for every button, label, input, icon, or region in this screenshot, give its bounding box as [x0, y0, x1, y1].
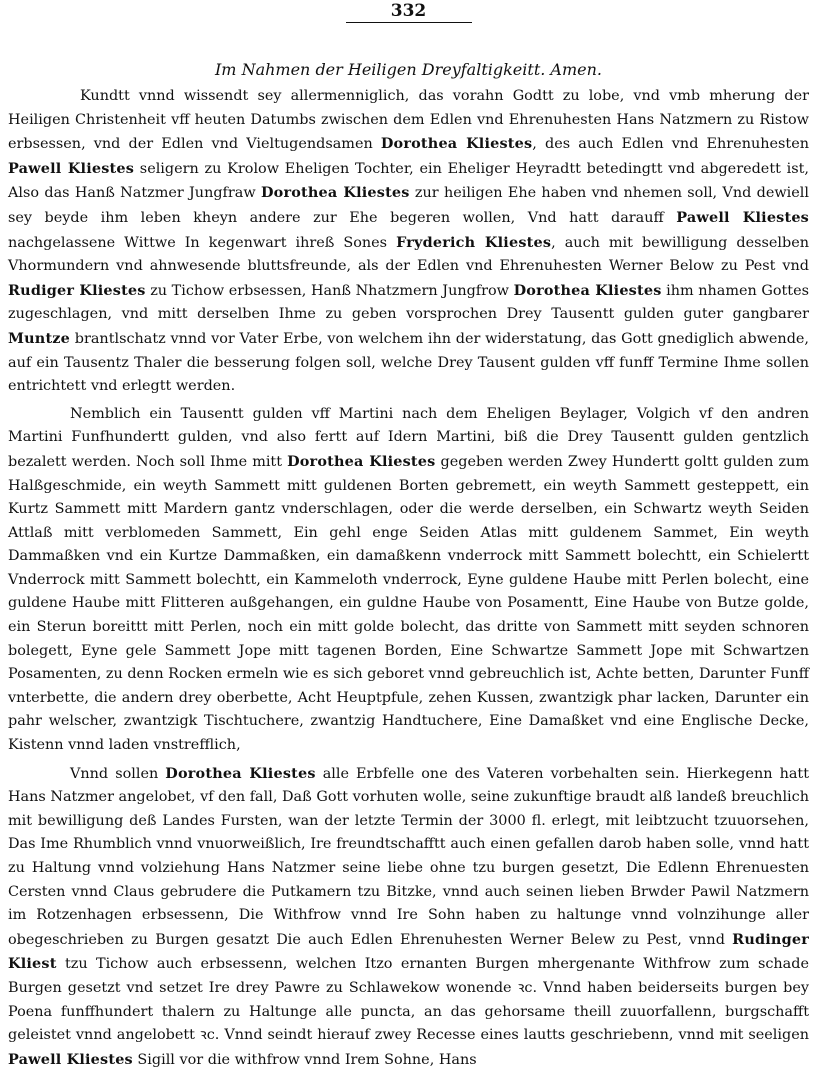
text-run: gegeben werden Zwey Hundertt goltt gulden zum Halßgeschmide, ein weyth Sammett mitt guldenen Borten gebremett, ein weyth Sammett gesteppett, ein Kurtz Sammett mitt Mardern gantz vnderschlagen, oder die werde derselben, ein Schwartz weyth Seiden Attlaß mitt verblomeden Sammett, Ein gehl enge Seiden Atlas mitt guldenem Sammet, Ein weyth Dammaßken vnd ein Kurtze Dammaßken, ein damaßkenn vnderrock mitt Sammett bolechtt, ein Schielertt Vnderrock mitt Sammett bolechtt, ein Kammeloth vnderrock, Eyne guldene Haube mitt Perlen bolecht, eine guldene Haube mitt Flitteren außgehangen, ein guldne Haube von Posamentt, Eine Haube von Butze golde, ein Sterun boreittt mitt Perlen, noch ein mitt golde bolecht, das dritte von Sammett mitt seyden schnoren bolegett, Eyne gele Sammett Jope mitt tagenen Borden, Eine Schwartze Sammett Jope mit Schwartzen Posamenten, zu denn Rocken ermeln wie es sich geboret vnnd gebreuchlich ist, Achte betten, Darunter Funff vnterbette, die andern drey oberbette, Acht Heuptpfule, zehen Kussen, zwantzigk phar lacken, Darunter ein pahr welscher, zwantzigk Tischtuchere, zwantzig Handtuchere, Eine Damaßket vnd eine Englische Decke, Kistenn vnnd laden vnstrefflich,	[8, 453, 809, 754]
text-run: , des auch Edlen vnd Ehrenuhesten	[532, 136, 809, 153]
paragraph-1	[8, 85, 809, 399]
document-heading: Im Nahmen der Heiligen Dreyfaltigkeitt. Amen.	[214, 60, 603, 79]
person-name: Dorothea Kliestes	[513, 281, 662, 299]
person-name: Pawell Kliestes	[8, 159, 135, 177]
text-run: nachgelassene Wittwe In kegenwart ihreß Sones	[8, 234, 397, 251]
page-number: 332	[390, 1, 427, 21]
person-name: Rudinger Kliest	[8, 930, 809, 973]
person-name: Rudiger Kliestes	[8, 281, 146, 299]
text-run: Nemblich ein Tausentt gulden vff Martini nach dem Eheligen Beylager, Volgich vf den andren Martini Funfhundertt gulden, vnd also fertt auf Idern Martini, biß die Drey Tausentt gulden gentzlich bezalett werden. Noch soll Ihme mitt	[8, 405, 809, 470]
paragraph-3	[8, 762, 809, 1072]
person-name: Dorothea Kliestes	[287, 452, 436, 470]
text-run: brantlschatz vnnd vor Vater Erbe, von welchem ihn der widerstatung, das Gott gnediglich abwende, auf ein Tausentz Thaler die besserung folgen soll, welche Drey Tausent gulden vff funff Termine Ihme sollen entrichtett vnd erlegtt werden.	[8, 330, 809, 395]
document-page	[8, 0, 809, 1068]
text-run: ihm nhamen Gottes zugeschlagen, vnd mitt derselben Ihme zu geben vorsprochen Drey Tausentt gulden guter gangbarer	[8, 282, 809, 323]
text-run: zu Tichow erbsessen, Hanß Nhatzmern Jungfrow	[145, 282, 514, 299]
text-run: Sigill vor die withfrow vnnd Irem Sohne, Hans	[132, 1051, 477, 1068]
person-name: Muntze	[8, 329, 71, 347]
person-name: Pawell Kliestes	[8, 1050, 133, 1068]
paragraph-2	[8, 403, 809, 758]
header-rule	[346, 22, 472, 23]
text-run: tzu Tichow auch erbsessenn, welchen Itzo ernanten Burgen mhergenante Withfrow zum schade Burgen gesetzt vnd setzet Ire drey Pawre zu Schlawekow wonende ꝛc. Vnnd haben beiderseits burgen bey Poena funffhundert thalern zu Haltunge alle puncta, an das gehorsame theill zuuorfallenn, burgschafft geleistet vnnd angelobett ꝛc. Vnnd seindt hierauf zwey Recesse eines lautts geschriebenn, vnnd mit seeligen	[8, 956, 809, 1044]
text-run: Kundtt vnnd wissendt sey allermenniglich, das vorahn Godtt zu lobe, vnd vmb mherung der Heiligen Christenheit vff heuten Datumbs zwischen dem Edlen vnd Ehrenuhesten Hans Natzmern zu Ristow erbsessen, vnd der Edlen vnd Vieltugendsamen	[8, 88, 809, 153]
person-name: Dorothea Kliestes	[165, 764, 316, 782]
person-name: Fryderich Kliestes	[396, 233, 552, 251]
text-run: Vnnd sollen	[70, 765, 166, 782]
person-name: Dorothea Kliestes	[260, 184, 410, 202]
text-run: alle Erbfelle one des Vateren vorbehalten sein. Hierkegenn hatt Hans Natzmer angelobet, vf den fall, Daß Gott vorhuten wolle, seine zukunftige braudt alß landeß breuchlich mit bewilligung deß Landes Fursten, wan der letzte Termin der 3000 fl. erlegt, mit leibtzucht tzuuorsehen, Das Ime Rhumblich vnnd vnuorweißlich, Ire freundtschafftt auch einen gefallen darob haben solle, vnnd hatt zu Haltung vnnd volziehung Hans Natzmer seine liebe ohne tzu burgen gesetzt, Die Edlenn Ehrenuesten Cersten vnnd Claus gebrudere die Putkamern tzu Bitzke, vnnd auch seinen lieben Brwder Pawil Natzmern im Rotzenhagen erbsessenn, Die Withfrow vnnd Ire Sohn haben zu haltunge vnnd volnzihunge aller obegeschrieben zu Burgen gesatzt Die auch Edlen Ehrenuhesten Werner Belew zu Pest, vnnd	[8, 765, 809, 948]
text-run: , auch mit bewilligung desselben Vhormundern vnd ahnwesende bluttsfreunde, als der Edlen vnd Ehrenuhesten Werner Below zu Pest vnd	[8, 234, 809, 275]
text-run: zur heiligen Ehe haben vnd nhemen soll, Vnd dewiell sey beyde ihm leben kheyn andere zur Ehe begeren wollen, Vnd hatt darauff	[8, 185, 809, 226]
person-name: Pawell Kliestes	[676, 208, 809, 226]
text-run: seligern zu Krolow Eheligen Tochter, ein Eheliger Heyradtt betedingtt vnd abgeredett ist, Also das Hanß Natzmer Jungfraw	[8, 160, 809, 202]
document-body	[8, 85, 809, 1072]
person-name: Dorothea Kliestes	[380, 135, 533, 153]
